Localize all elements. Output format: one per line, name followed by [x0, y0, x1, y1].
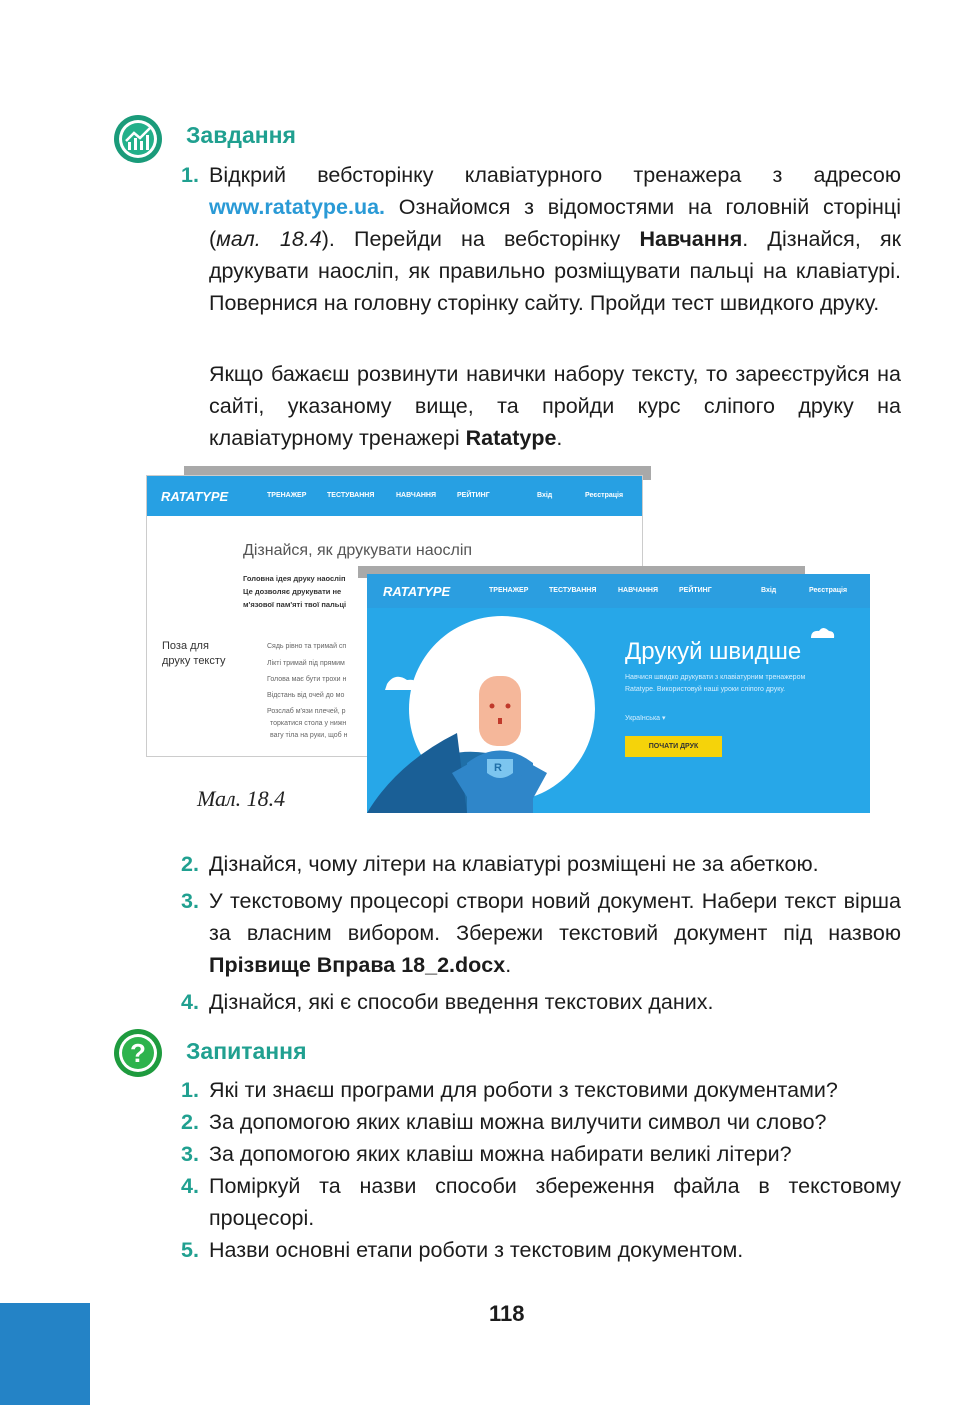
question-text: За допомогою яких клавіш можна набирати великі літери?: [209, 1142, 792, 1166]
bullet-item: Відстань від очей до мо: [267, 692, 345, 699]
task-item-text: Ознайомся з відомостями на головній сторінці (: [209, 195, 901, 251]
task-section-title: Завдання: [186, 122, 296, 148]
nav-item: ТРЕНАЖЕР: [489, 587, 529, 594]
question-number: 1.: [181, 1078, 199, 1102]
task-item-3: [181, 885, 901, 981]
intro-line: Головна ідея друку наосліп: [243, 574, 346, 583]
task-item-text: У текстовому процесорі створи новий документ. Набери текст вірша за власним вибором. Збережи текстовий документ під назвою: [209, 889, 901, 945]
start-typing-button: ПОЧАТИ ДРУК: [625, 736, 722, 757]
nav-item: НАВЧАННЯ: [618, 587, 659, 594]
question-number: 3.: [181, 1142, 199, 1166]
bullet-item: Сядь рівно та тримай сп: [267, 643, 347, 650]
register-link: Реєстрація: [585, 492, 624, 499]
question-item: [181, 1106, 901, 1138]
language-select: Українська ▾: [625, 715, 666, 722]
mascot-illustration-icon: [367, 614, 627, 813]
svg-text:R: R: [494, 762, 502, 774]
nav-item: ТЕСТУВАННЯ: [327, 492, 375, 499]
task-item-number: 3.: [181, 889, 199, 913]
task-item-text: ). Перейди на вебсторінку: [321, 227, 640, 251]
side-label: Поза для: [162, 640, 209, 652]
task-item-2: [181, 848, 901, 880]
nav-item: ТЕСТУВАННЯ: [549, 587, 597, 594]
task-paragraph: [209, 358, 901, 454]
question-text: Поміркуй та назви способи збереження файла в текстовому процесорі.: [209, 1174, 901, 1230]
task-item-4: [181, 986, 901, 1018]
question-item: [181, 1170, 901, 1234]
ratatype-logo: RATATYPE: [161, 489, 229, 504]
task-item-1: [181, 159, 901, 319]
task-item-text: Дізнайся, чому літери на клавіатурі розміщені не за абеткою.: [209, 852, 819, 876]
ratatype-logo: RATATYPE: [383, 584, 451, 599]
side-label: друку тексту: [162, 655, 226, 667]
register-link: Реєстрація: [809, 587, 848, 594]
bold-term: Навчання: [639, 227, 743, 251]
learning-heading: Дізнайся, як друкувати наосліп: [243, 542, 473, 559]
nav-item: НАВЧАННЯ: [396, 492, 437, 499]
question-item: [181, 1234, 901, 1266]
nav-item: ТРЕНАЖЕР: [267, 492, 307, 499]
screenshot-home-page: [367, 574, 870, 813]
page-number: 118: [489, 1301, 525, 1326]
nav-item: РЕЙТИНГ: [457, 492, 490, 499]
question-text: Назви основні етапи роботи з текстовим документом.: [209, 1238, 744, 1262]
task-item-text: . Дізнайся, як друкувати наосліп, як правильно розміщувати пальці на клавіатурі. Повернися на головну сторінку сайту. Пройди тест швидкого друку.: [209, 227, 901, 315]
question-text: Які ти знаєш програми для роботи з текстовими документами?: [209, 1078, 838, 1102]
bullet-item: вагу тіла на руки, щоб н: [270, 732, 348, 739]
question-mark-icon: [113, 1028, 163, 1078]
task-item-number: 4.: [181, 990, 199, 1014]
file-name: Прізвище Вправа 18_2.docx: [209, 953, 506, 977]
task-item-text: Відкрий вебсторінку клавіатурного тренажера з адресою: [209, 163, 901, 187]
figure-reference: мал. 18.4: [216, 227, 322, 251]
task-item-number: 1.: [181, 163, 199, 187]
figure-caption: Мал. 18.4: [197, 786, 286, 811]
bullet-item: торкатися стола у нижн: [270, 720, 347, 727]
bold-term: Ratatype: [465, 426, 557, 450]
task-item-number: 2.: [181, 852, 199, 876]
svg-text:?: ?: [130, 1038, 146, 1068]
bullet-item: Голова має бути трохи н: [267, 676, 347, 683]
intro-line: Це дозволяє друкувати не: [243, 587, 342, 596]
hero-subtitle: Навчися швидко друкувати з клавіатурним тренажером: [625, 674, 806, 681]
question-text: За допомогою яких клавіш можна вилучити символ чи слово?: [209, 1110, 827, 1134]
question-number: 5.: [181, 1238, 199, 1262]
paragraph-text: .: [556, 426, 563, 450]
question-item: [181, 1074, 901, 1106]
nav-item: РЕЙТИНГ: [679, 587, 712, 594]
login-link: Вхід: [761, 587, 777, 594]
task-item-text: .: [505, 953, 512, 977]
ratatype-link[interactable]: www.ratatype.ua.: [209, 195, 386, 219]
cloud-icon: [807, 626, 837, 640]
question-number: 4.: [181, 1174, 199, 1198]
paragraph-text: Якщо бажаєш розвинути навички набору тексту, то зареєструйся на сайті, указаному вище, та пройди курс сліпого друку на клавіатурному тренажері: [209, 362, 901, 450]
intro-line: м'язової пам'яті твої пальці: [243, 600, 347, 609]
task-chart-icon: [113, 114, 163, 164]
bullet-item: Розслаб м'язи плечей, р: [267, 708, 346, 715]
task-item-text: Дізнайся, які є способи введення текстових даних.: [209, 990, 714, 1014]
question-item: [181, 1138, 901, 1170]
page-corner-tab: [0, 1303, 90, 1405]
questions-section-title: Запитання: [186, 1038, 307, 1064]
question-number: 2.: [181, 1110, 199, 1134]
hero-heading: Друкуй швидше: [625, 638, 802, 665]
login-link: Вхід: [537, 492, 553, 499]
bullet-item: Лікті тримай під прямим: [267, 660, 345, 667]
hero-subtitle: Ratatype. Використовуй наші уроки сліпого друку.: [625, 686, 786, 693]
